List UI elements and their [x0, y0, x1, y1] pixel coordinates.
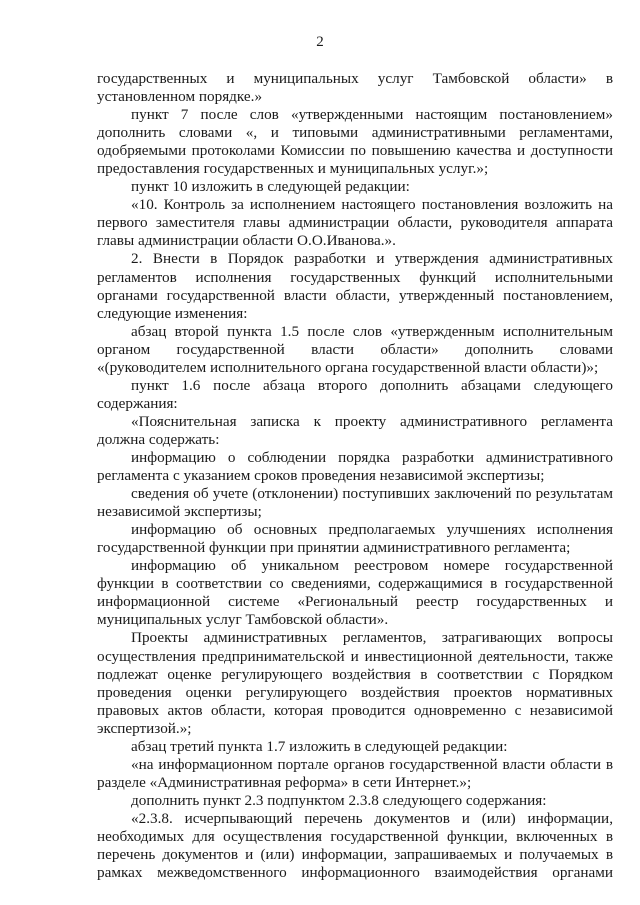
paragraph-item-10-intro: пункт 10 изложить в следующей редакции:	[131, 178, 410, 196]
paragraph-2-3-intro: дополнить пункт 2.3 подпунктом 2.3.8 следующего содержания:	[131, 791, 547, 809]
paragraph-info-registry: информацию об уникальном реестровом номере государственной функции в соответствии со сведениями, содержащимися в государственной информационной системе «Региональный реестр государственных и муниципальных услуг Тамбовской области».	[97, 557, 613, 629]
paragraph-regulatory-impact: Проекты административных регламентов, затрагивающих вопросы осуществления предпринимательской и инвестиционной деятельности, также подлежат оценке регулирующего воздействия в соответствии с Порядком проведения оценки регулирующего воздействия проектов нормативных правовых актов области, которая проводится одновременно с независимой экспертизой.»;	[97, 629, 613, 737]
paragraph-1-6-intro: пункт 1.6 после абзаца второго дополнить абзацами следующего содержания:	[97, 376, 613, 412]
document-body	[97, 70, 613, 882]
paragraph-item-7: пункт 7 после слов «утвержденными настоящим постановлением» дополнить словами «, и типовыми административными регламентами, одобряемыми протоколами Комиссии по повышению качества и доступности предоставления государственных и муниципальных услуг.»;	[97, 106, 613, 178]
page-number: 2	[316, 34, 324, 50]
paragraph-2-3-8: «2.3.8. исчерпывающий перечень документов и (или) информации, необходимых для осуществления государственной функции, включенных в перечень документов и (или) информации, запрашиваемых и получаемых в рамках межведомственного информационного взаимодействия органами	[97, 809, 613, 882]
paragraph-1-7-text: «на информационном портале органов государственной власти области в разделе «Административная реформа» в сети Интернет.»;	[97, 755, 613, 791]
paragraph-explanatory-note: «Пояснительная записка к проекту административного регламента должна содержать:	[97, 412, 613, 448]
paragraph-continuation: государственных и муниципальных услуг Тамбовской области» в установленном порядке.»	[97, 70, 613, 106]
paragraph-section-2: 2. Внести в Порядок разработки и утверждения административных регламентов исполнения государственных функций исполнительными органами государственной власти области, утвержденный постановлением, следующие изменения:	[97, 250, 613, 322]
paragraph-1-7-intro: абзац третий пункта 1.7 изложить в следующей редакции:	[131, 737, 508, 755]
paragraph-info-improvements: информацию об основных предполагаемых улучшениях исполнения государственной функции при принятии административного регламента;	[97, 521, 613, 557]
paragraph-info-conclusions: сведения об учете (отклонении) поступивших заключений по результатам независимой экспертизы;	[97, 485, 613, 521]
paragraph-1-5: абзац второй пункта 1.5 после слов «утвержденным исполнительным органом государственной власти области» дополнить словами «(руководителем исполнительного органа государственной власти области)»;	[97, 322, 613, 376]
paragraph-info-procedure: информацию о соблюдении порядка разработки административного регламента с указанием сроков проведения независимой экспертизы;	[97, 448, 613, 485]
paragraph-item-10-text: «10. Контроль за исполнением настоящего постановления возложить на первого заместителя главы администрации области, руководителя аппарата главы администрации области О.О.Иванова.».	[97, 196, 613, 250]
